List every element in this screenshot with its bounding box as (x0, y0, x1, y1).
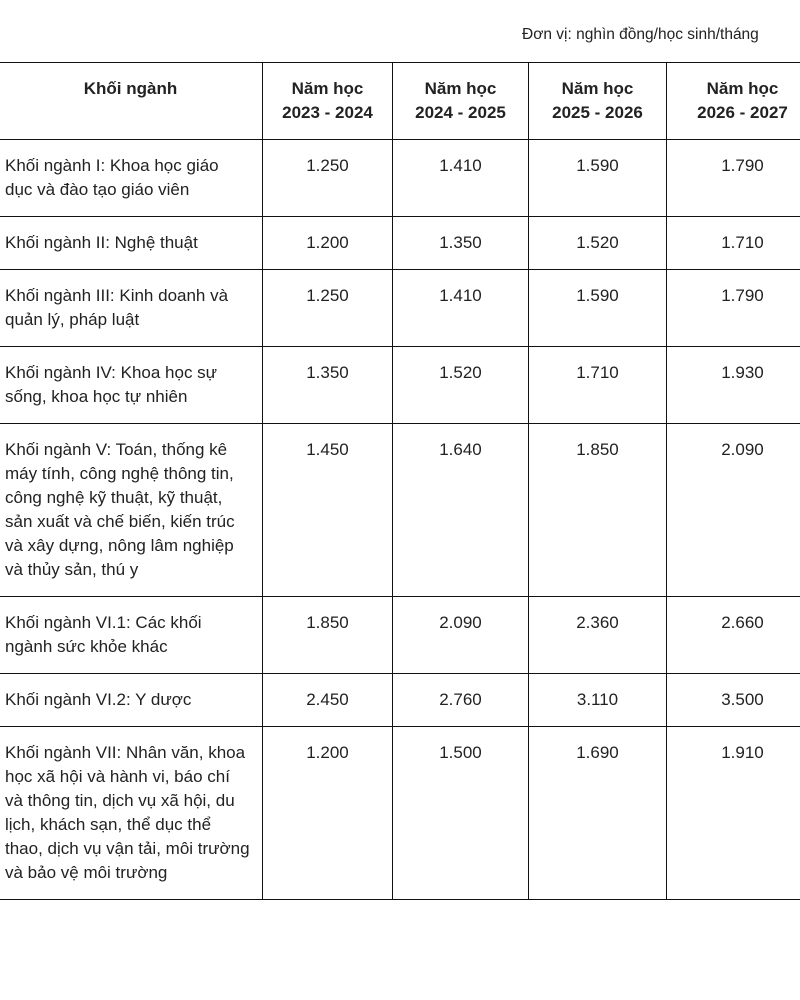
row-value: 1.710 (529, 347, 667, 424)
row-value: 2.360 (529, 597, 667, 674)
header-year-2024: Năm học 2024 - 2025 (393, 63, 529, 140)
row-value: 1.690 (529, 727, 667, 900)
unit-note: Đơn vị: nghìn đồng/học sinh/tháng (522, 26, 759, 43)
table-header-row (0, 63, 800, 140)
table-row (0, 347, 800, 424)
row-value: 1.640 (393, 424, 529, 597)
row-name: Khối ngành I: Khoa học giáo dục và đào tạo giáo viên (0, 140, 263, 217)
row-value: 2.090 (667, 424, 800, 597)
row-name: Khối ngành V: Toán, thống kê máy tính, công nghệ thông tin, công nghệ kỹ thuật, kỹ thuật, sản xuất và chế biến, kiến trúc và xây dựng, nông lâm nghiệp và thủy sản, thú y (0, 424, 263, 597)
row-value: 3.110 (529, 674, 667, 727)
row-name: Khối ngành III: Kinh doanh và quản lý, pháp luật (0, 270, 263, 347)
row-value: 2.760 (393, 674, 529, 727)
table-row (0, 217, 800, 270)
row-name: Khối ngành VII: Nhân văn, khoa học xã hội và hành vi, báo chí và thông tin, dịch vụ xã hội, du lịch, khách sạn, thể dục thể thao, dịch vụ vận tải, môi trường và bảo vệ môi trường (0, 727, 263, 900)
row-value: 3.500 (667, 674, 800, 727)
row-value: 1.930 (667, 347, 800, 424)
row-value: 1.410 (393, 140, 529, 217)
header-year-2023: Năm học 2023 - 2024 (263, 63, 393, 140)
table-row (0, 727, 800, 900)
row-value: 1.590 (529, 270, 667, 347)
row-value: 2.450 (263, 674, 393, 727)
row-value: 2.090 (393, 597, 529, 674)
table-row (0, 270, 800, 347)
table-row (0, 424, 800, 597)
row-value: 2.660 (667, 597, 800, 674)
row-value: 1.710 (667, 217, 800, 270)
row-value: 1.350 (263, 347, 393, 424)
row-value: 1.590 (529, 140, 667, 217)
row-name: Khối ngành IV: Khoa học sự sống, khoa học tự nhiên (0, 347, 263, 424)
row-value: 1.250 (263, 140, 393, 217)
table-row (0, 597, 800, 674)
table-row (0, 674, 800, 727)
row-value: 1.910 (667, 727, 800, 900)
tuition-table (0, 62, 800, 900)
row-name: Khối ngành VI.1: Các khối ngành sức khỏe khác (0, 597, 263, 674)
row-value: 1.410 (393, 270, 529, 347)
row-value: 1.520 (529, 217, 667, 270)
row-value: 1.200 (263, 727, 393, 900)
row-value: 1.850 (529, 424, 667, 597)
row-value: 1.350 (393, 217, 529, 270)
row-name: Khối ngành VI.2: Y dược (0, 674, 263, 727)
row-value: 1.790 (667, 270, 800, 347)
header-field: Khối ngành (0, 63, 263, 140)
row-value: 1.200 (263, 217, 393, 270)
row-value: 1.500 (393, 727, 529, 900)
row-value: 1.790 (667, 140, 800, 217)
row-name: Khối ngành II: Nghệ thuật (0, 217, 263, 270)
row-value: 1.250 (263, 270, 393, 347)
table-row (0, 140, 800, 217)
row-value: 1.520 (393, 347, 529, 424)
row-value: 1.450 (263, 424, 393, 597)
header-year-2026: Năm học 2026 - 2027 (667, 63, 800, 140)
row-value: 1.850 (263, 597, 393, 674)
header-year-2025: Năm học 2025 - 2026 (529, 63, 667, 140)
